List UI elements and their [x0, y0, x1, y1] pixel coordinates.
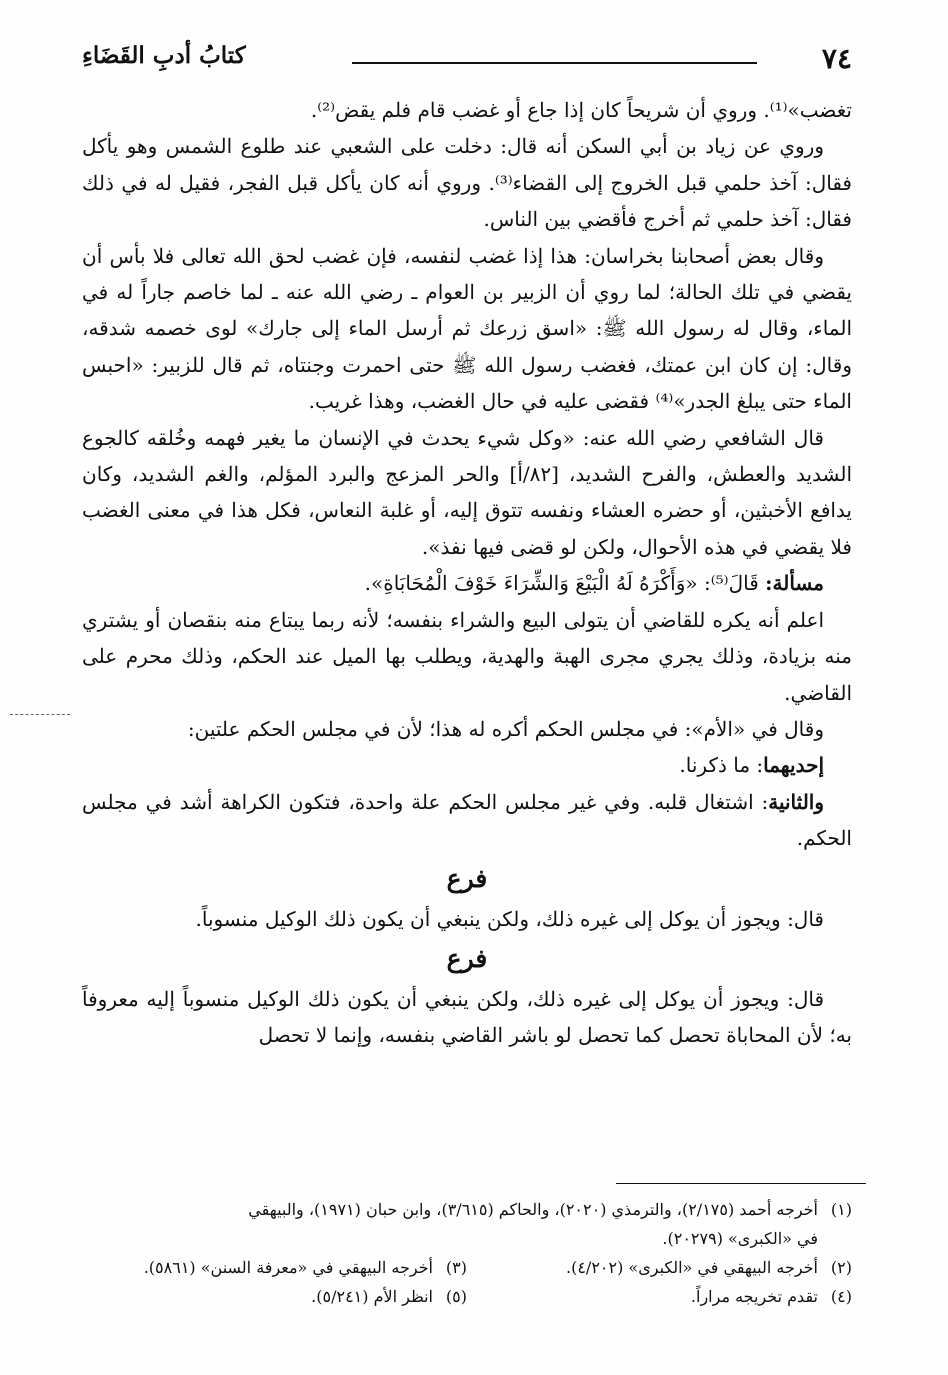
issue-label: مسألة: [765, 571, 824, 596]
footnote-text: أخرجه البيهقي في «الكبرى» (٤/٢٠٢). [566, 1258, 818, 1277]
paragraph: قال: ويجوز أن يوكل إلى غيره ذلك، ولكن ينبغي أن يكون ذلك الوكيل منسوباً إليه معروفاً به؛ لأن المحاباة تحصل كما تحصل لو باشر القاضي بنفسه، وإنما لا تحصل [82, 986, 852, 1048]
footnotes [82, 1195, 852, 1311]
paragraph: قال: ويجوز أن يوكل إلى غيره ذلك، ولكن ينبغي أن يكون ذلك الوكيل منسوباً. [195, 906, 824, 931]
footnote-continuation: في «الكبرى» (٢٠٢٧٩). [662, 1229, 818, 1248]
footnote [467, 1253, 852, 1282]
paragraph: وروي عن زياد بن أبي السكن أنه قال: دخلت على الشعبي عند طلوع الشمس وهو يأكل فقال: آخذ حلمي قبل الخروج إلى القضاء⁽³⁾. وروي أنه كان يأكل قبل الفجر، فقيل له في ذلك فقال: آخذ حلمي ثم أخرج فأقضي بين الناس. [82, 134, 852, 232]
margin-mark [10, 714, 70, 715]
page-number: ٧٤ [821, 42, 852, 75]
footnote [82, 1195, 852, 1224]
paragraph: اعلم أنه يكره للقاضي أن يتولى البيع والشراء بنفسه؛ لأنه ربما يبتاع منه بنقصان أو يشتري منه بزيادة، وذلك يجري مجرى الهبة والهدية، ويطلب بها الميل عند الحكم، وذلك محرم على القاضي. [82, 607, 852, 705]
second-reason-text: : اشتغال قلبه. وفي غير مجلس الحكم علة واحدة، فتكون الكراهة أشد في مجلس الحكم. [82, 789, 852, 851]
footnote-number: (١) [830, 1200, 852, 1219]
second-reason-label: والثانية [768, 789, 824, 814]
first-reason-text: : ما ذكرنا. [679, 753, 764, 778]
footnote-number: (٥) [445, 1287, 467, 1306]
footnote-row [82, 1253, 852, 1282]
paragraph: تغضب»⁽¹⁾. وروي أن شريحاً كان إذا جاع أو غضب قام فلم يقض⁽²⁾. [310, 98, 852, 122]
paragraph [82, 784, 852, 857]
footnote-rule [616, 1183, 866, 1184]
footnote-text: أخرجه البيهقي في «معرفة السنن» (٥٨٦١). [143, 1258, 433, 1277]
paragraph: وقال في «الأم»: في مجلس الحكم أكره له هذا؛ لأن في مجلس الحكم علتين: [187, 716, 824, 741]
footnote [467, 1282, 852, 1311]
footnote [82, 1282, 467, 1311]
section-heading: فرع [446, 943, 488, 973]
footnote-text: أخرجه أحمد (٢/١٧٥)، والترمذي (٢٠٢٠)، والحاكم (٣/٦١٥)، وابن حبان (١٩٧١)، والبيهقي [248, 1200, 818, 1219]
page-header [82, 42, 852, 82]
paragraph [82, 747, 852, 783]
issue-text: قَالَ⁽⁵⁾: «وَأَكْرَهُ لَهُ الْبَيْعَ وَالشِّرَاءَ خَوْفَ الْمُحَابَاةِ». [364, 571, 766, 596]
first-reason-label: إحديهما [763, 753, 824, 778]
footnote-number: (٢) [830, 1258, 852, 1277]
footnote [82, 1253, 467, 1282]
header-rule [352, 62, 757, 64]
footnote-number: (٤) [830, 1287, 852, 1306]
main-text [82, 92, 852, 1054]
issue-paragraph [82, 565, 852, 601]
footnote-number: (٣) [445, 1258, 467, 1277]
footnote-text: تقدم تخريجه مراراً. [690, 1287, 818, 1306]
running-title: كتابُ أدبِ القَضَاءِ [82, 42, 246, 69]
section-heading: فرع [446, 863, 488, 893]
paragraph: قال الشافعي رضي الله عنه: «وكل شيء يحدث في الإنسان ما يغير فهمه وخُلقه كالجوع الشديد والعطش، والفرح الشديد، [٨٢/أ] والحر المزعج والبرد المؤلم، والغم الشديد، وكان يدافع الأخبثين، أو حضره العشاء ونفسه تتوق إليه، أو غلبة النعاس، فكل هذا في معنى الغضب فلا يقضي في هذه الأحوال، ولكن لو قضى فيها نفذ». [82, 425, 852, 559]
footnote-row [82, 1282, 852, 1311]
footnote-text: انظر الأم (٥/٢٤١). [311, 1287, 433, 1306]
paragraph: وقال بعض أصحابنا بخراسان: هذا إذا غضب لنفسه، فإن غضب لحق الله تعالى فلا بأس أن يقضي في تلك الحالة؛ لما روي أن الزبير بن العوام ـ رضي الله عنه ـ لما خاصم جاراً له في الماء، وقال له رسول الله ﷺ: «اسق زرعك ثم أرسل الماء إلى جارك» لوى خصمه شدقه، وقال: إن كان ابن عمتك، فغضب رسول الله ﷺ حتى احمرت وجنتاه، ثم قال للزبير: «احبس الماء حتى يبلغ الجدر»⁽⁴⁾ فقضى عليه في حال الغضب، وهذا غريب. [82, 243, 852, 414]
